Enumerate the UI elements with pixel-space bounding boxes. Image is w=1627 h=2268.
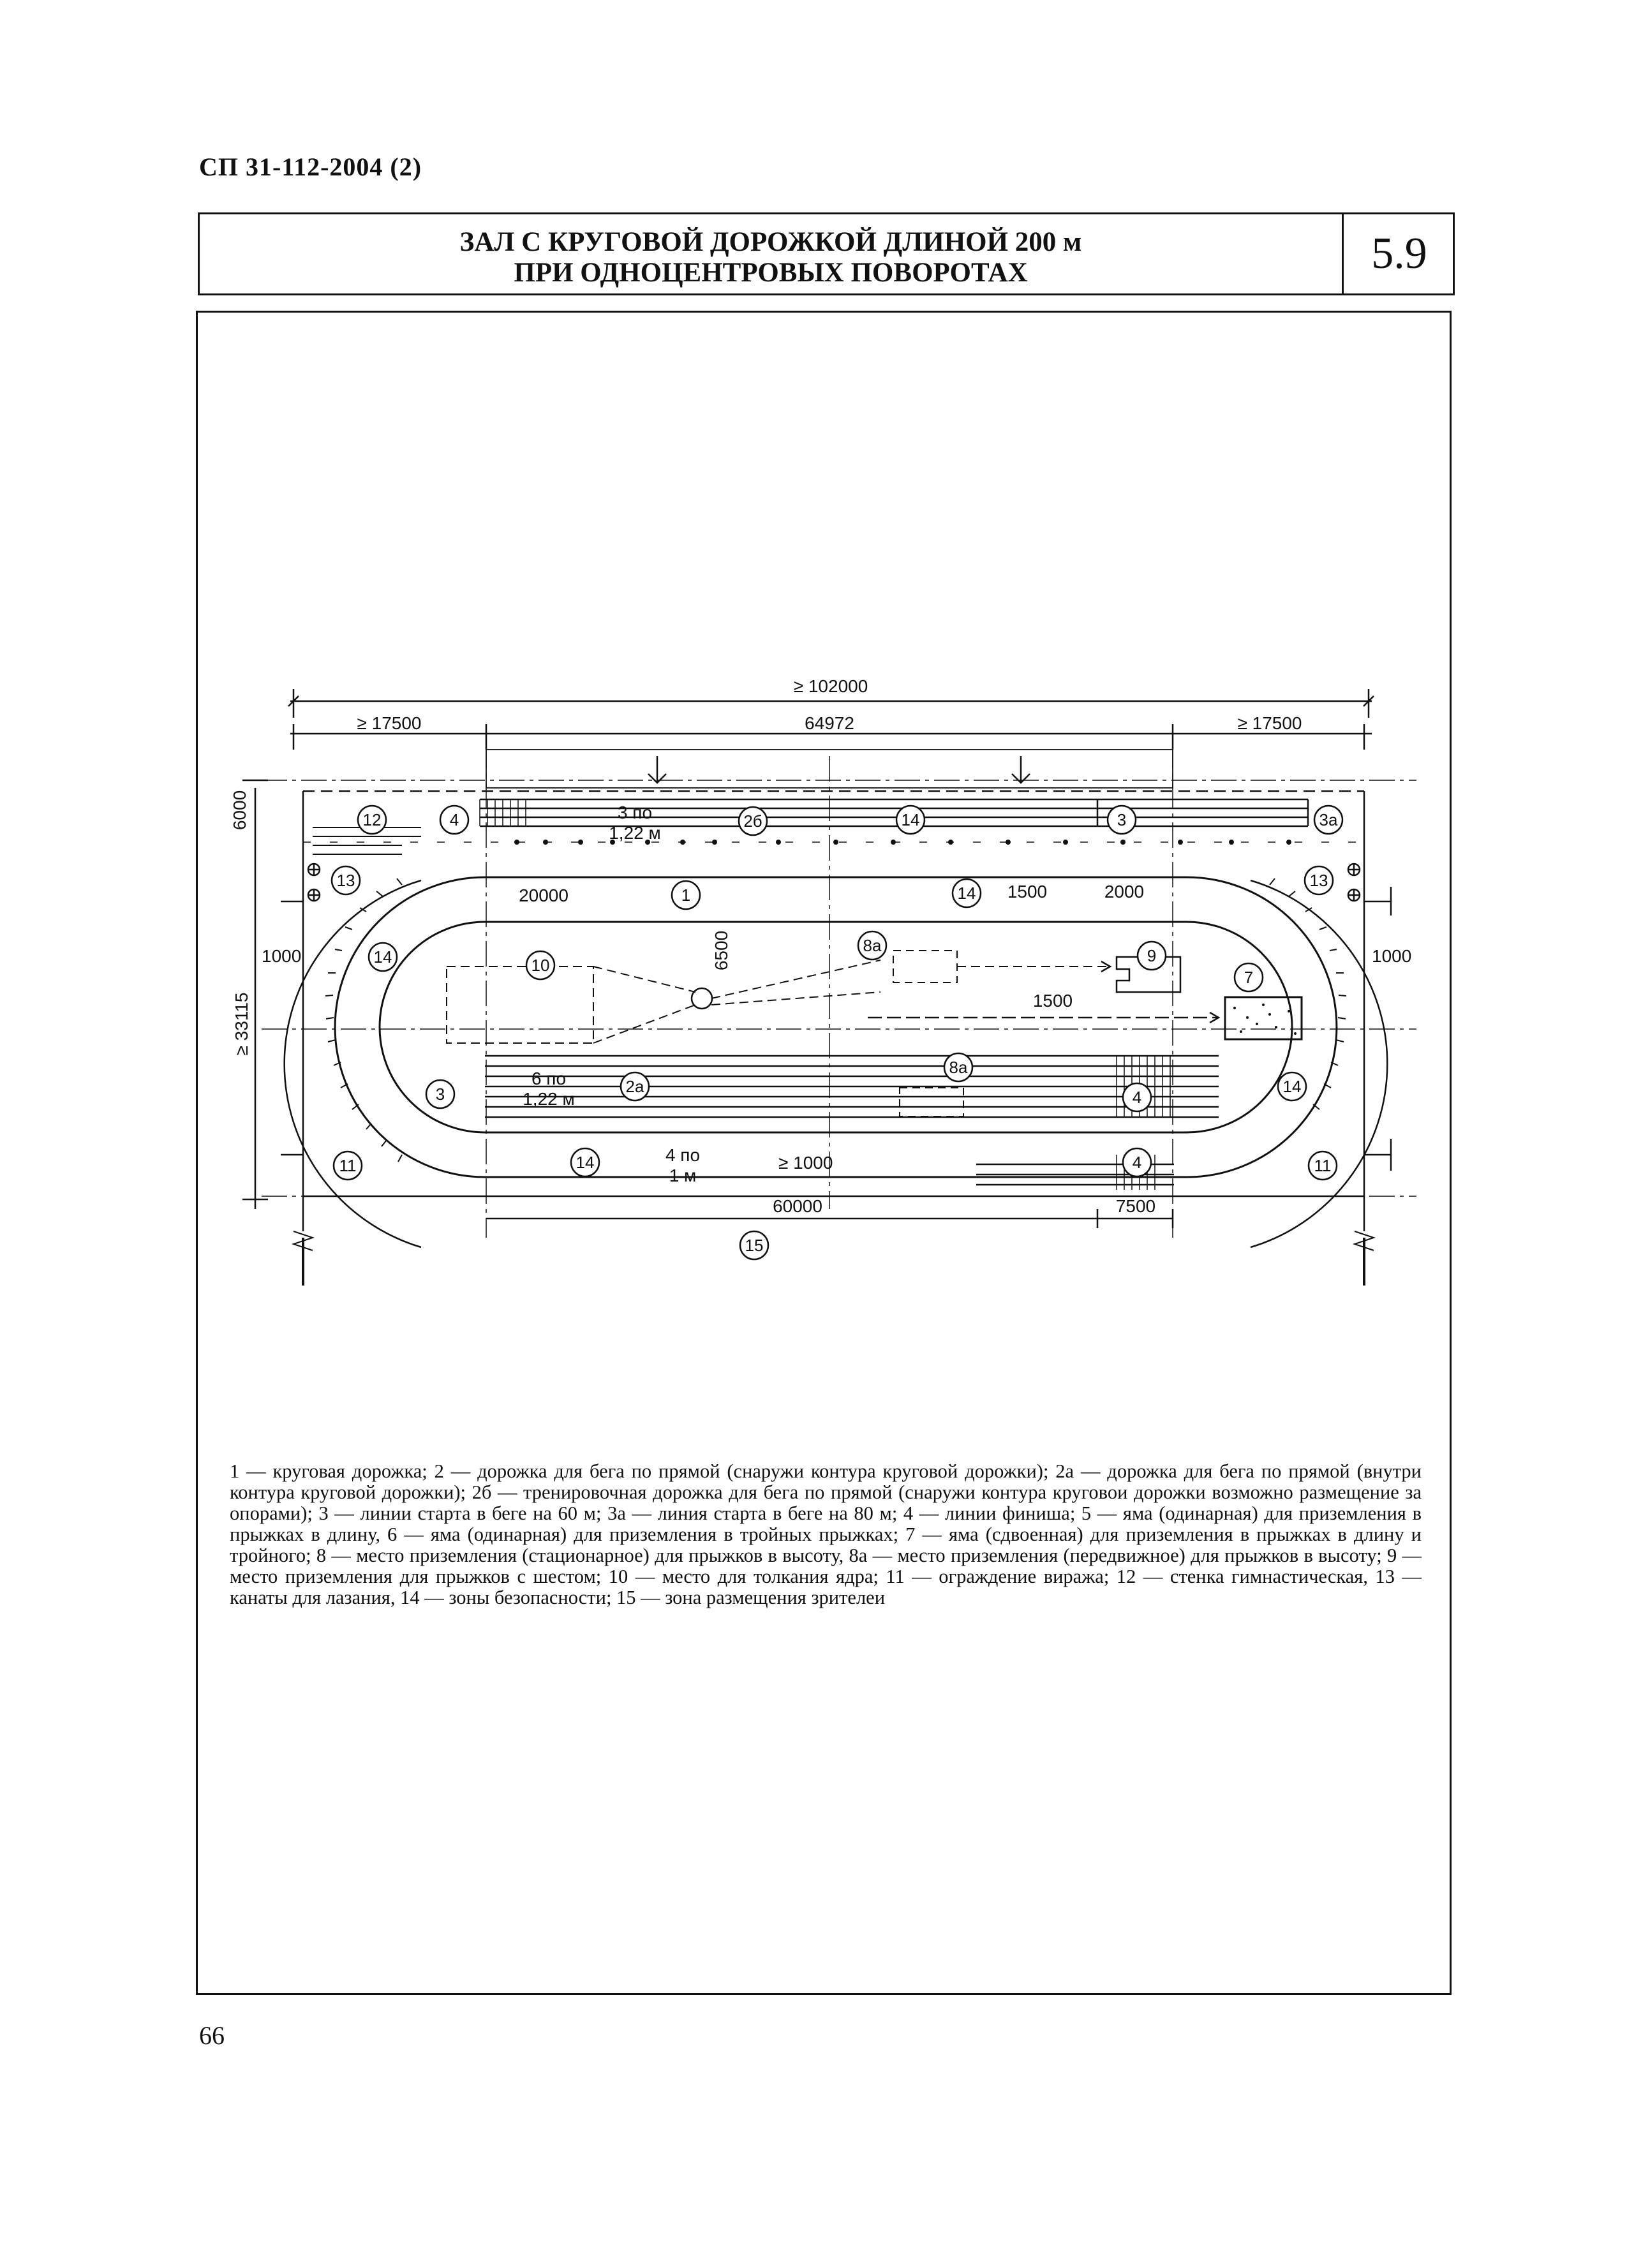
- sheet-title: [200, 227, 1342, 288]
- svg-text:4: 4: [1132, 1153, 1142, 1172]
- note-lanes-6-b: 1,22 м: [523, 1089, 575, 1109]
- dim-straight-length: 64972: [805, 713, 854, 733]
- marker-14-right: [1278, 1072, 1306, 1101]
- svg-text:10: 10: [531, 956, 550, 975]
- svg-text:14: 14: [957, 884, 976, 903]
- svg-text:14: 14: [901, 810, 920, 829]
- marker-7: [1235, 963, 1263, 991]
- note-lanes-4-b: 1 м: [669, 1166, 697, 1185]
- marker-13-left: [332, 866, 360, 894]
- svg-text:13: 13: [336, 871, 355, 890]
- svg-text:14: 14: [576, 1153, 595, 1172]
- svg-text:15: 15: [745, 1236, 764, 1255]
- marker-4-bottom: [1123, 1148, 1151, 1176]
- marker-14-bottom: [571, 1148, 599, 1176]
- marker-14-left: [369, 943, 397, 971]
- svg-text:2б: 2б: [743, 812, 762, 831]
- marker-3a: [1314, 806, 1342, 834]
- hall-plan-drawing: [211, 660, 1423, 1311]
- marker-4-top: [440, 806, 468, 834]
- marker-10: [526, 951, 554, 979]
- marker-9: [1138, 942, 1166, 970]
- svg-text:14: 14: [373, 947, 392, 967]
- marker-11-right: [1309, 1152, 1337, 1180]
- title-line-1: ЗАЛ С КРУГОВОЙ ДОРОЖКОЙ ДЛИНОЙ 200 м: [459, 227, 1082, 257]
- dim-overall-length: ≥ 102000: [793, 676, 868, 696]
- dim-top-zone: 6000: [230, 790, 249, 831]
- dim-2000: 2000: [1104, 882, 1145, 901]
- marker-2b: [739, 807, 767, 835]
- marker-1: [672, 881, 700, 909]
- dim-left-side-gap: 1000: [262, 946, 302, 966]
- svg-text:1: 1: [681, 886, 691, 905]
- dim-overall-width: ≥ 33115: [232, 992, 251, 1056]
- dim-inner-20000: 20000: [519, 886, 568, 905]
- section-number: 5.9: [1342, 214, 1455, 293]
- svg-text:3: 3: [1117, 810, 1127, 829]
- marker-3-left: [426, 1080, 454, 1108]
- marker-14-top-2: [953, 879, 981, 907]
- page-number: 66: [199, 2021, 225, 2050]
- dim-right-side-gap: 1000: [1372, 946, 1412, 966]
- marker-8a-bottom: [944, 1053, 972, 1081]
- svg-text:9: 9: [1147, 946, 1157, 965]
- marker-4-mid: [1123, 1083, 1151, 1111]
- note-lanes-6-a: 6 по: [531, 1069, 567, 1088]
- document-code: СП 31-112-2004 (2): [199, 152, 422, 181]
- marker-3-top: [1108, 806, 1136, 834]
- svg-text:3: 3: [435, 1085, 445, 1104]
- svg-text:11: 11: [339, 1156, 357, 1175]
- svg-text:7: 7: [1244, 968, 1254, 987]
- marker-14-top: [896, 806, 925, 834]
- title-block: [198, 212, 1455, 295]
- svg-text:12: 12: [362, 810, 382, 829]
- svg-text:3a: 3a: [1319, 810, 1338, 829]
- marker-15: [740, 1231, 768, 1259]
- title-line-2: ПРИ ОДНОЦЕНТРОВЫХ ПОВОРОТАХ: [514, 258, 1028, 288]
- svg-text:2a: 2a: [625, 1077, 644, 1096]
- svg-text:4: 4: [449, 810, 459, 829]
- marker-8a-top: [858, 931, 886, 960]
- svg-text:14: 14: [1282, 1077, 1302, 1096]
- note-lanes-3-b: 1,22 м: [609, 823, 661, 843]
- dim-right-end: ≥ 17500: [1237, 713, 1302, 733]
- svg-text:8a: 8a: [863, 936, 882, 955]
- svg-text:8a: 8a: [949, 1058, 968, 1077]
- dim-left-end: ≥ 17500: [357, 713, 422, 733]
- svg-text:4: 4: [1132, 1088, 1142, 1107]
- dim-1500-mid: 1500: [1032, 991, 1073, 1011]
- marker-11-left: [334, 1152, 362, 1180]
- dim-bottom-7500: 7500: [1115, 1196, 1156, 1216]
- dim-safety-1000: ≥ 1000: [778, 1153, 833, 1173]
- dim-bottom-60000: 60000: [773, 1196, 822, 1216]
- marker-2a: [621, 1072, 649, 1101]
- dim-1500-top: 1500: [1007, 882, 1048, 901]
- note-lanes-4-a: 4 по: [665, 1145, 701, 1165]
- dim-inner-6500: 6500: [711, 930, 731, 971]
- marker-13-right: [1305, 866, 1333, 894]
- legend-text: 1 — круговая дорожка; 2 — дорожка для бега по прямой (снаружи контура круговой дорожки); 2а — дорожка для бега по прямой (внутри контура круговой дорожки); 2б — тренировочная дорожка для бега по прямой (снаружи контура круговои дорожки возможно размещение за опорами); 3 — линии старта в беге на 60 м; 3а — линия старта в беге на 80 м; 4 — линии финиша; 5 — яма (одинарная) для приземления в прыжках в длину, 6 — яма (одинарная) для приземления в тройных прыжках; 7 — яма (сдвоенная) для приземления в прыжках в длину и тройного; 8 — место приземления (стационарное) для прыжков в высоту, 8а — место приземления (передвижное) для прыжков в высоту; 9 — место приземления для прыжков с шестом; 10 — место для толкания ядра; 11 — ограждение виража; 12 — стенка гимнастическая, 13 — канаты для лазания, 14 — зоны безопасности; 15 — зона размещения зрителеи: [230, 1460, 1422, 1608]
- svg-text:13: 13: [1309, 871, 1328, 890]
- svg-text:11: 11: [1314, 1156, 1332, 1175]
- marker-12: [358, 806, 386, 834]
- note-lanes-3-a: 3 по: [617, 803, 653, 822]
